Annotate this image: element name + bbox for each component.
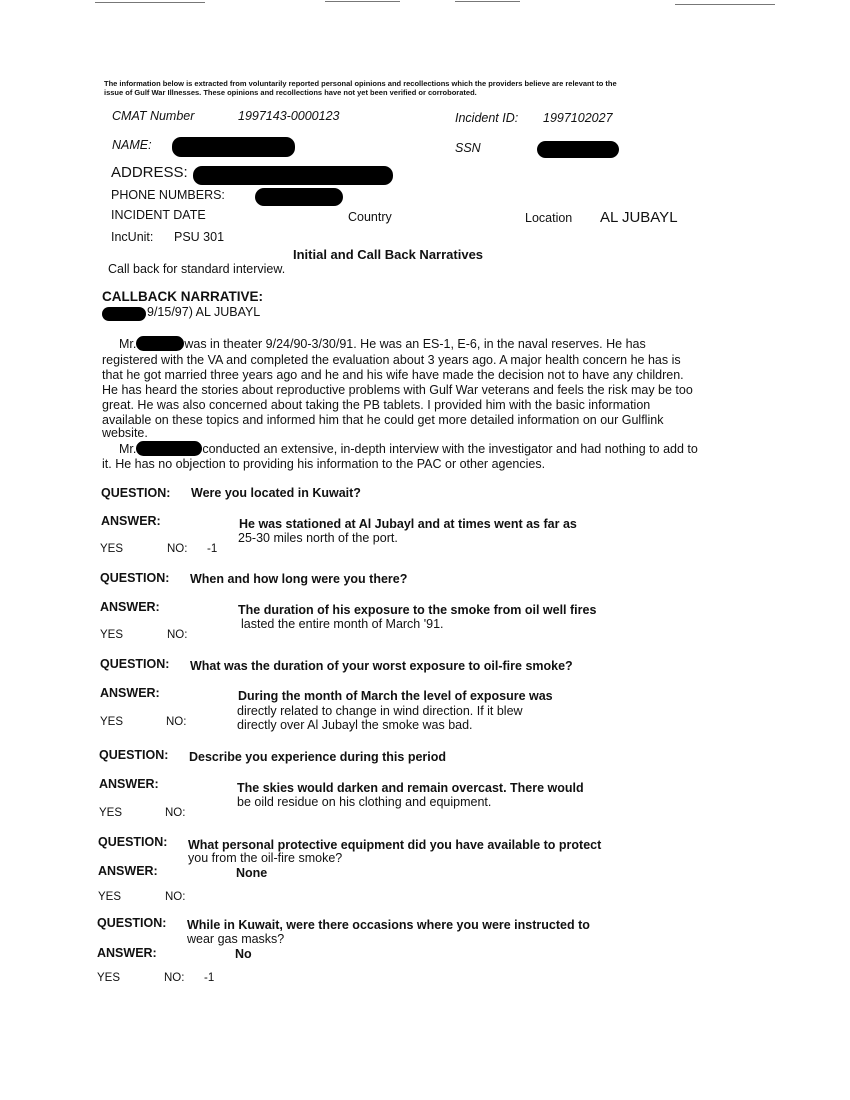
narrative-line-3: that he got married three years ago and he and his wife have made the decision not to have any children.: [102, 368, 684, 382]
yes-label: YES: [98, 891, 122, 903]
answer-text: The skies would darken and remain overcast. There would: [237, 781, 584, 795]
ssn-label: SSN: [455, 141, 481, 155]
scan-rule: [325, 1, 400, 2]
incident-id-value: 1997102027: [543, 111, 613, 125]
question-text: What personal protective equipment did you have available to protect: [188, 838, 602, 852]
narrative-line-9: it. He has no objection to providing his information to the PAC or other agencies.: [102, 457, 546, 471]
answer-label: ANSWER:: [100, 600, 160, 614]
phone-label: PHONE NUMBERS:: [111, 188, 225, 202]
cmat-label: CMAT Number: [112, 109, 195, 123]
answer-text-cont: directly related to change in wind direction. If it blew: [237, 704, 523, 718]
narrative-text: conducted an extensive, in-depth interview with the investigator and had nothing to add to: [202, 442, 698, 456]
incident-id-label: Incident ID:: [455, 111, 519, 125]
answer-text-cont: directly over Al Jubayl the smoke was bad.: [237, 718, 473, 732]
no-value: -1: [204, 972, 215, 984]
question-label: QUESTION:: [100, 571, 170, 585]
question-label: QUESTION:: [100, 657, 170, 671]
narrative-line-1: [119, 336, 646, 352]
incunit-label: IncUnit:: [111, 230, 154, 244]
narrative-name-redaction-2: [136, 441, 202, 456]
name-redaction: [172, 137, 295, 157]
answer-text-cont: be oild residue on his clothing and equipment.: [237, 795, 492, 809]
scan-rule: [95, 2, 205, 3]
name-label: NAME:: [112, 138, 152, 152]
country-label: Country: [348, 210, 392, 224]
no-label: NO:: [164, 972, 185, 984]
incident-date-label: INCIDENT DATE: [111, 208, 206, 222]
answer-label: ANSWER:: [98, 864, 158, 878]
no-label: NO:: [167, 543, 188, 555]
location-label: Location: [525, 211, 573, 225]
question-text: While in Kuwait, were there occasions where you were instructed to: [187, 918, 590, 932]
question-label: QUESTION:: [98, 835, 168, 849]
narrative-mr: Mr.: [119, 337, 137, 351]
answer-label: ANSWER:: [100, 686, 160, 700]
section-title: Initial and Call Back Narratives: [293, 247, 484, 262]
callback-note: Call back for standard interview.: [108, 262, 286, 276]
no-label: NO:: [167, 629, 188, 641]
callback-redaction: [102, 307, 146, 321]
answer-label: ANSWER:: [99, 777, 159, 791]
question-text-cont: wear gas masks?: [187, 932, 285, 946]
narrative-line-4: He has heard the stories about reproductive problems with Gulf War veterans and feels the risk may be too: [102, 383, 693, 397]
incunit-value: PSU 301: [174, 230, 225, 244]
answer-text: The duration of his exposure to the smoke from oil well fires: [238, 603, 597, 617]
yes-label: YES: [100, 716, 124, 728]
callback-sub: 9/15/97) AL JUBAYL: [147, 305, 261, 319]
answer-label: ANSWER:: [101, 514, 161, 528]
yes-label: YES: [99, 807, 123, 819]
cmat-value: 1997143-0000123: [238, 109, 340, 123]
narrative-mr: Mr.: [119, 442, 137, 456]
question-text: When and how long were you there?: [190, 572, 408, 586]
question-text: Were you located in Kuwait?: [191, 486, 361, 500]
answer-text-cont: lasted the entire month of March '91.: [241, 617, 444, 631]
question-label: QUESTION:: [99, 748, 169, 762]
narrative-name-redaction-1: [136, 336, 184, 351]
narrative-line-2: registered with the VA and completed the evaluation about 3 years ago. A major health concern he has is: [102, 353, 681, 367]
answer-label: ANSWER:: [97, 946, 157, 960]
address-redaction: [193, 166, 393, 185]
no-label: NO:: [165, 891, 186, 903]
phone-redaction: [255, 188, 343, 206]
narrative-text: was in theater 9/24/90-3/30/91. He was an ES-1, E-6, in the naval reserves. He has: [184, 337, 646, 351]
yes-label: YES: [100, 629, 124, 641]
yes-label: YES: [97, 972, 121, 984]
question-label: QUESTION:: [97, 916, 167, 930]
question-label: QUESTION:: [101, 486, 171, 500]
scan-rule: [455, 1, 520, 2]
scan-rule: [675, 4, 775, 5]
narrative-line-7: website.: [102, 426, 148, 440]
answer-text: During the month of March the level of exposure was: [238, 689, 553, 703]
address-label: ADDRESS:: [111, 164, 188, 181]
answer-text: None: [236, 866, 268, 880]
ssn-redaction: [537, 141, 619, 158]
answer-text: No: [235, 947, 252, 961]
no-label: NO:: [166, 716, 187, 728]
disclaimer-line-1: The information below is extracted from voluntarily reported personal opinions and recollections which the providers believe are relevant to the: [104, 79, 617, 88]
narrative-line-6: available on these topics and informed him that he could get more detailed information on our Gulflink: [102, 413, 664, 427]
narrative-line-5: great. He was also concerned about taking the PB tablets. I provided him with the basic information: [102, 398, 651, 412]
question-text-cont: you from the oil-fire smoke?: [188, 851, 343, 865]
no-label: NO:: [165, 807, 186, 819]
disclaimer-line-2: issue of Gulf War Illnesses. These opinions and recollections have not yet been verified or corroborated.: [104, 88, 477, 97]
no-value: -1: [207, 543, 218, 555]
question-text: What was the duration of your worst exposure to oil-fire smoke?: [190, 659, 573, 673]
answer-text-cont: 25-30 miles north of the port.: [238, 531, 398, 545]
answer-text: He was stationed at Al Jubayl and at times went as far as: [239, 517, 577, 531]
callback-heading: CALLBACK NARRATIVE:: [102, 289, 263, 304]
narrative-line-8: [119, 441, 698, 457]
yes-label: YES: [100, 543, 124, 555]
location-value: AL JUBAYL: [600, 209, 678, 226]
question-text: Describe you experience during this period: [189, 750, 447, 764]
